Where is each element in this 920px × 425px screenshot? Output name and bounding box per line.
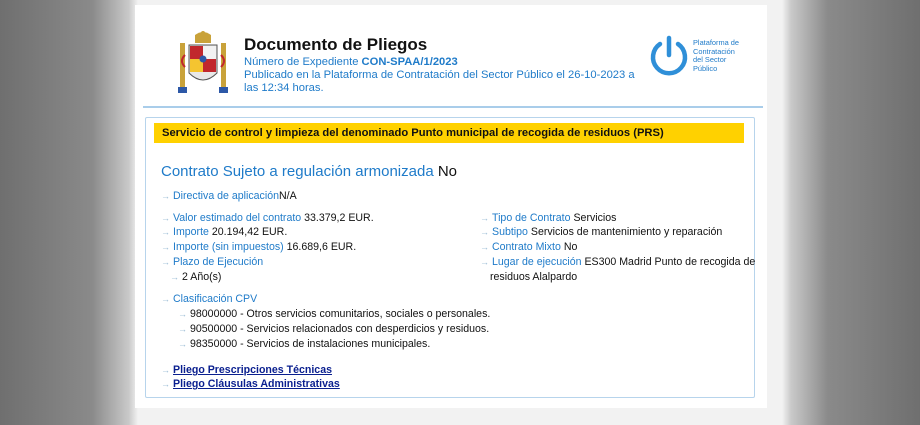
regulacion-label: Contrato Sujeto a regulación armonizada	[161, 163, 434, 180]
importe-sin-label: Importe (sin impuestos)	[173, 241, 284, 253]
regulacion-value: No	[437, 163, 458, 180]
arrow-icon: →	[178, 324, 187, 334]
subtipo-row	[480, 225, 722, 239]
lugar-value: ES300 Madrid Punto de recogida de	[584, 256, 756, 268]
subtipo-label: Subtipo	[492, 226, 528, 238]
mixto-row	[480, 240, 577, 254]
cpv-item-text: 98350000 - Servicios de instalaciones municipales.	[190, 338, 431, 350]
document-header	[135, 5, 767, 105]
regulacion-heading	[161, 163, 457, 180]
cpv-item	[178, 322, 489, 336]
platform-logo-text: Plataforma de Contratación del Sector Público	[693, 38, 740, 73]
expediente-line	[244, 56, 458, 70]
document-page	[135, 5, 767, 408]
coat-of-arms-logo	[177, 29, 229, 97]
importe-row	[161, 225, 287, 239]
plazo-value-row	[170, 270, 221, 284]
cpv-item	[178, 337, 430, 351]
lugar-label: Lugar de ejecución	[492, 256, 582, 268]
tipo-value: Servicios	[573, 212, 617, 224]
cpv-row	[161, 292, 257, 306]
arrow-icon: →	[161, 257, 170, 267]
mixto-label: Contrato Mixto	[492, 241, 561, 253]
arrow-icon: →	[480, 213, 489, 223]
published-line-2: las 12:34 horas.	[244, 82, 324, 94]
importe-value: 20.194,42 EUR.	[211, 226, 288, 238]
tipo-row	[480, 211, 616, 225]
expediente-label: Número de Expediente	[244, 56, 362, 68]
contract-title-banner: Servicio de control y limpieza del denominado Punto municipal de recogida de residuos (PRS)	[154, 123, 744, 143]
arrow-icon: →	[161, 213, 170, 223]
power-icon	[647, 35, 691, 79]
arrow-icon: →	[161, 365, 170, 375]
importe-label: Importe	[173, 226, 209, 238]
importe-sin-row	[161, 240, 356, 254]
importe-sin-value: 16.689,6 EUR.	[286, 241, 357, 253]
lugar-value-line2: residuos Alalpardo	[490, 271, 578, 283]
tipo-label: Tipo de Contrato	[492, 212, 571, 224]
contract-details-panel	[145, 117, 755, 398]
arrow-icon: →	[178, 309, 187, 319]
valor-value: 33.379,2 EUR.	[304, 212, 374, 224]
cpv-item	[178, 307, 490, 321]
arrow-icon: →	[480, 257, 489, 267]
arrow-icon: →	[161, 191, 170, 201]
valor-label: Valor estimado del contrato	[173, 212, 302, 224]
arrow-icon: →	[480, 242, 489, 252]
published-line-1: Publicado en la Plataforma de Contratación del Sector Público el 26-10-2023 a	[244, 69, 635, 81]
arrow-icon: →	[480, 227, 489, 237]
plazo-value: 2 Año(s)	[182, 271, 222, 283]
header-divider	[143, 106, 763, 108]
directiva-row	[161, 189, 297, 203]
directiva-label: Directiva de aplicación	[173, 190, 279, 202]
cpv-item-text: 98000000 - Otros servicios comunitarios, sociales o personales.	[190, 308, 491, 320]
arrow-icon: →	[161, 242, 170, 252]
pliego-administrativas-row	[161, 377, 340, 391]
plazo-row	[161, 255, 263, 269]
directiva-value: N/A	[279, 190, 297, 202]
pliego-administrativas-link[interactable]: Pliego Cláusulas Administrativas	[173, 378, 340, 390]
arrow-icon: →	[161, 379, 170, 389]
cpv-item-text: 90500000 - Servicios relacionados con desperdicios y residuos.	[190, 323, 490, 335]
pliego-tecnicas-link[interactable]: Pliego Prescripciones Técnicas	[173, 364, 332, 376]
arrow-icon: →	[170, 272, 179, 282]
expediente-value: CON-SPAA/1/2023	[361, 56, 458, 68]
arrow-icon: →	[178, 339, 187, 349]
lugar-row	[480, 255, 755, 269]
valor-row	[161, 211, 374, 225]
arrow-icon: →	[161, 227, 170, 237]
page-title: Documento de Pliegos	[244, 35, 428, 54]
mixto-value: No	[563, 241, 578, 253]
plazo-label: Plazo de Ejecución	[173, 256, 264, 268]
arrow-icon: →	[161, 294, 170, 304]
pliego-tecnicas-row	[161, 363, 332, 377]
subtipo-value: Servicios de mantenimiento y reparación	[530, 226, 723, 238]
cpv-label: Clasificación CPV	[173, 293, 258, 305]
